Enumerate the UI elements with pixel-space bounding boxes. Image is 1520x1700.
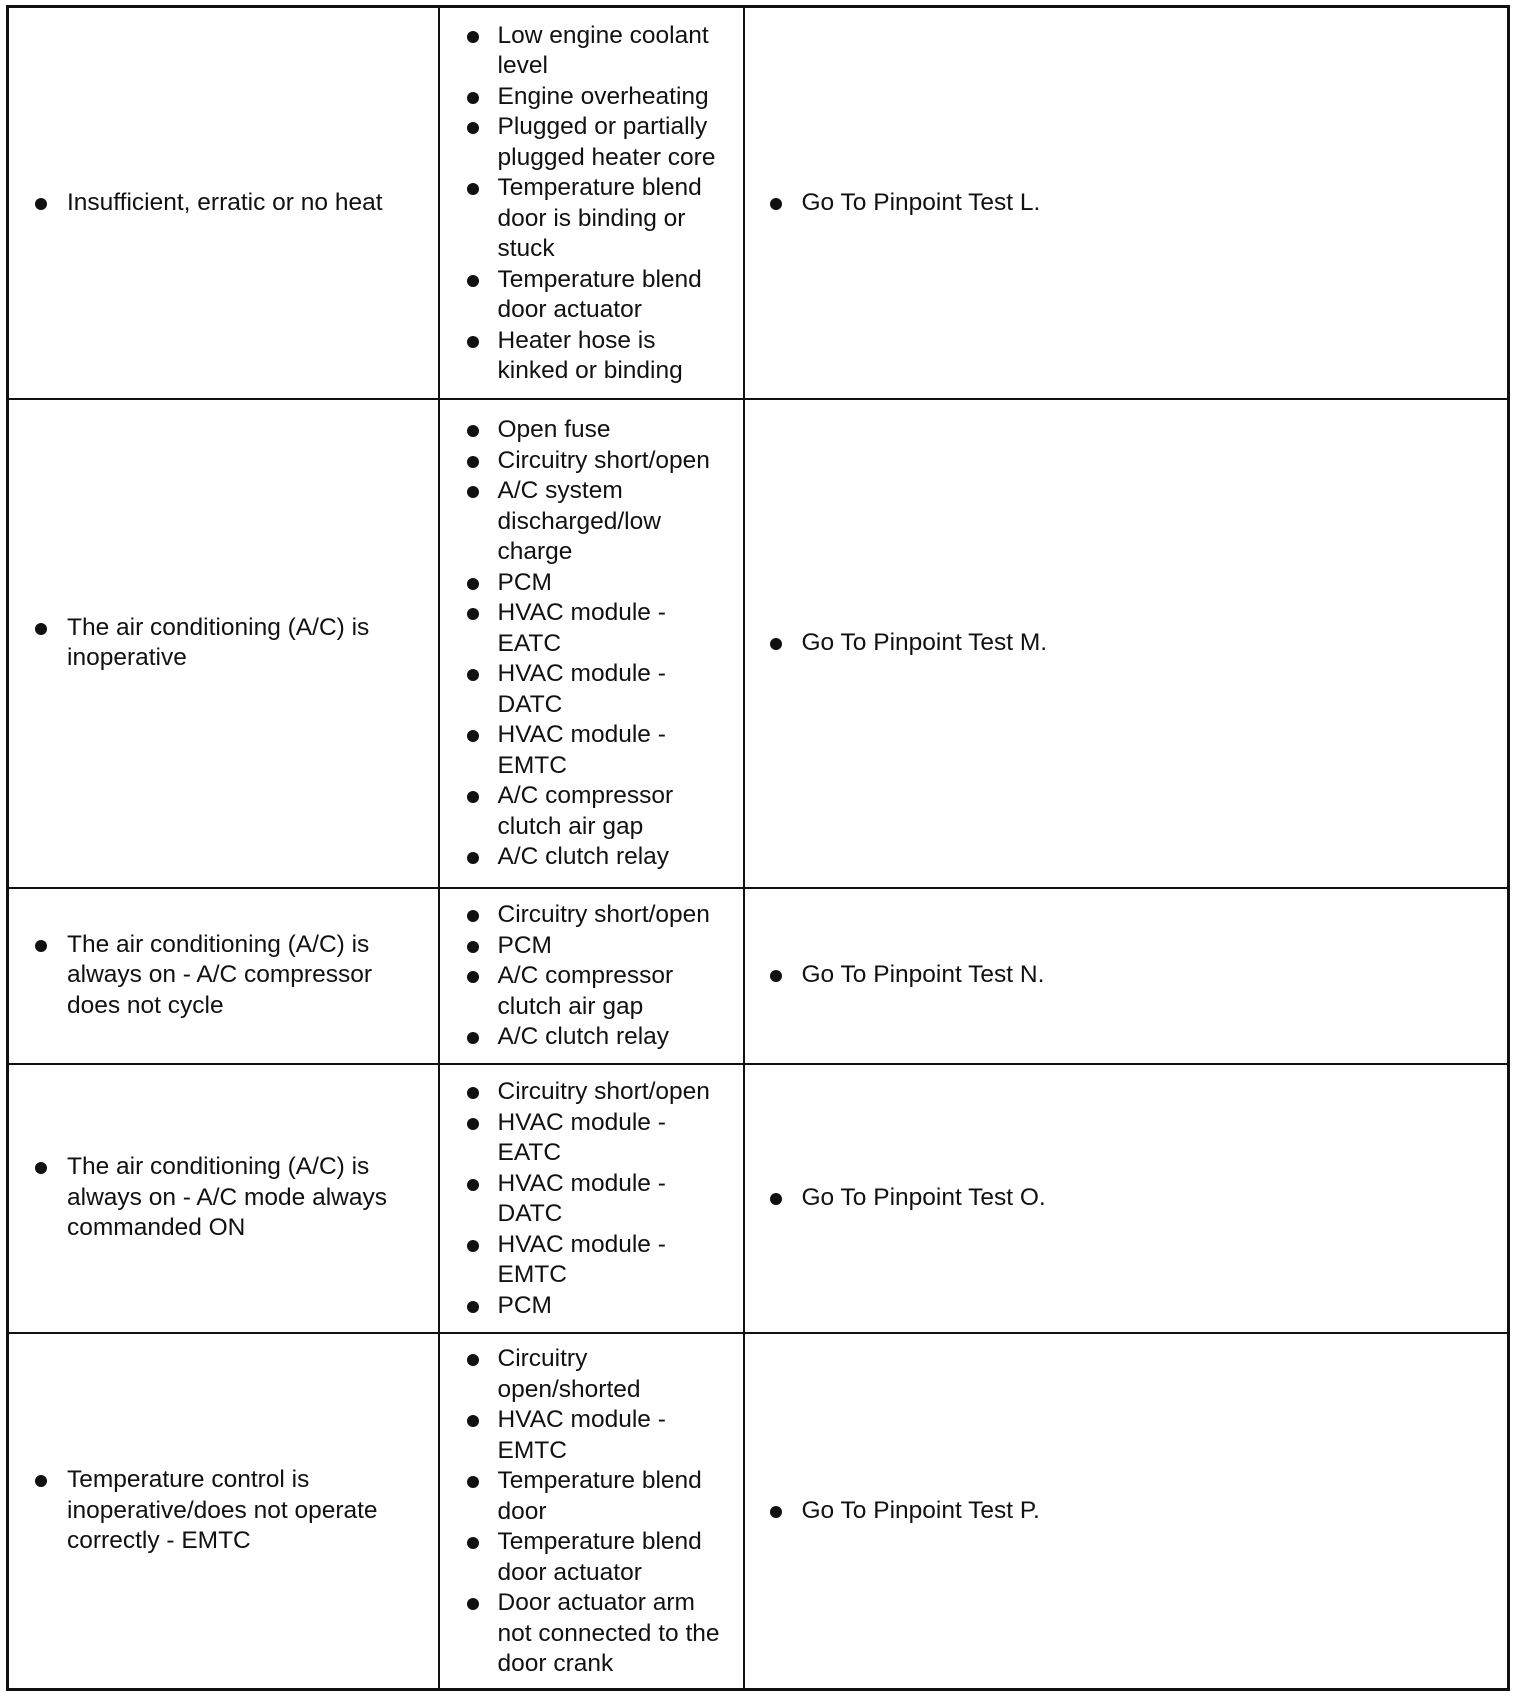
action-cell	[744, 1333, 1509, 1690]
cause-text: Circuitry short/open	[497, 1078, 710, 1105]
list-item	[440, 781, 743, 842]
symptom-text: The air conditioning (A/C) is always on - A/C compressor does not cycle	[67, 930, 372, 1019]
cause-text: HVAC module - EMTC	[497, 1406, 666, 1464]
cause-text: Temperature blend door actuator	[497, 265, 702, 324]
symptom-cell	[8, 1333, 439, 1690]
symptom-text: Insufficient, erratic or no heat	[67, 188, 383, 216]
bullet-icon	[467, 425, 479, 437]
bullet-icon	[467, 971, 479, 983]
cause-text: Engine overheating	[497, 82, 709, 110]
bullet-icon	[467, 1476, 479, 1488]
bullet-icon	[467, 1598, 479, 1610]
symptom-item	[9, 188, 438, 219]
bullet-icon	[467, 336, 479, 348]
bullet-icon	[35, 1475, 47, 1487]
list-item	[440, 1527, 743, 1588]
list-item	[440, 1169, 743, 1230]
cause-text: A/C clutch relay	[497, 843, 670, 871]
cause-text: HVAC module - EATC	[497, 1108, 666, 1166]
cause-text: A/C compressor clutch air gap	[497, 962, 674, 1020]
bullet-icon	[467, 852, 479, 864]
action-text: Go To Pinpoint Test N.	[801, 961, 1045, 989]
cause-text: Low engine coolant level	[497, 21, 709, 80]
possible-source-list	[440, 900, 743, 1053]
action-item	[745, 1496, 1508, 1527]
cause-text: Temperature blend door is binding or stuck	[497, 174, 702, 263]
cause-text: A/C clutch relay	[497, 1023, 670, 1051]
bullet-icon	[770, 1506, 782, 1518]
list-item	[440, 82, 743, 113]
cause-text: HVAC module - EMTC	[497, 721, 666, 779]
possible-source-list	[440, 415, 743, 873]
action-item	[745, 960, 1508, 991]
possible-source-list	[440, 1077, 743, 1321]
bullet-icon	[467, 941, 479, 953]
cause-text: HVAC module - DATC	[497, 1169, 666, 1227]
list-item	[440, 1344, 743, 1405]
list-item	[440, 900, 743, 931]
cause-text: HVAC module - EATC	[497, 599, 666, 657]
list-item	[440, 598, 743, 659]
list-item	[440, 265, 743, 326]
bullet-icon	[467, 275, 479, 287]
bullet-icon	[467, 791, 479, 803]
bullet-icon	[35, 623, 47, 635]
action-item	[745, 628, 1508, 659]
bullet-icon	[770, 970, 782, 982]
list-item	[440, 659, 743, 720]
possible-source-list	[440, 21, 743, 387]
symptom-item	[9, 1465, 438, 1557]
bullet-icon	[467, 669, 479, 681]
bullet-icon	[770, 198, 782, 210]
list-item	[440, 961, 743, 1022]
cause-text: HVAC module - DATC	[497, 660, 666, 718]
action-cell	[744, 888, 1509, 1064]
bullet-icon	[35, 1162, 47, 1174]
bullet-icon	[467, 730, 479, 742]
cause-text: Temperature blend door actuator	[497, 1528, 702, 1586]
list-item	[440, 1230, 743, 1291]
bullet-icon	[467, 486, 479, 498]
table-row	[8, 1064, 1509, 1333]
action-item	[745, 188, 1508, 219]
symptom-cell	[8, 1064, 439, 1333]
bullet-icon	[467, 183, 479, 195]
cause-text: PCM	[497, 931, 552, 959]
possible-source-cell	[439, 1064, 744, 1333]
action-item	[745, 1183, 1508, 1214]
bullet-icon	[467, 456, 479, 468]
table-row	[8, 399, 1509, 888]
list-item	[440, 476, 743, 568]
list-item	[440, 931, 743, 962]
list-item	[440, 173, 743, 265]
symptom-item	[9, 930, 438, 1022]
bullet-icon	[467, 1537, 479, 1549]
bullet-icon	[467, 608, 479, 620]
list-item	[440, 568, 743, 599]
action-text: Go To Pinpoint Test L.	[801, 188, 1041, 216]
bullet-icon	[770, 638, 782, 650]
possible-source-cell	[439, 7, 744, 399]
cause-text: Plugged or partially plugged heater core	[497, 113, 716, 171]
action-text: Go To Pinpoint Test P.	[801, 1496, 1040, 1524]
list-item	[440, 842, 743, 873]
symptom-item	[9, 613, 438, 674]
symptom-text: Temperature control is inoperative/does not operate correctly - EMTC	[67, 1466, 378, 1554]
list-item	[440, 21, 743, 82]
table-row	[8, 7, 1509, 399]
bullet-icon	[467, 1301, 479, 1313]
symptom-cell	[8, 888, 439, 1064]
possible-source-list	[440, 1344, 743, 1680]
list-item	[440, 720, 743, 781]
bullet-icon	[35, 198, 47, 210]
list-item	[440, 1291, 743, 1322]
list-item	[440, 1405, 743, 1466]
symptom-chart-table	[6, 5, 1510, 1691]
symptom-text: The air conditioning (A/C) is always on - A/C mode always commanded ON	[67, 1153, 387, 1242]
cause-text: Open fuse	[497, 416, 611, 444]
action-cell	[744, 1064, 1509, 1333]
cause-text: Door actuator arm not connected to the door crank	[497, 1589, 720, 1677]
bullet-icon	[467, 1240, 479, 1252]
cause-text: Circuitry short/open	[497, 901, 710, 929]
possible-source-cell	[439, 399, 744, 888]
cause-text: PCM	[497, 1291, 552, 1319]
bullet-icon	[467, 1179, 479, 1191]
bullet-icon	[467, 1087, 479, 1099]
cause-text: A/C compressor clutch air gap	[497, 782, 674, 840]
symptom-cell	[8, 7, 439, 399]
bullet-icon	[770, 1193, 782, 1205]
possible-source-cell	[439, 1333, 744, 1690]
cause-text: Heater hose is kinked or binding	[497, 326, 683, 385]
bullet-icon	[467, 31, 479, 43]
action-cell	[744, 399, 1509, 888]
bullet-icon	[467, 1415, 479, 1427]
list-item	[440, 446, 743, 477]
action-text: Go To Pinpoint Test M.	[801, 628, 1048, 656]
cause-text: HVAC module - EMTC	[497, 1230, 666, 1288]
bullet-icon	[35, 940, 47, 952]
list-item	[440, 415, 743, 446]
list-item	[440, 1022, 743, 1053]
cause-text: PCM	[497, 568, 552, 596]
list-item	[440, 1077, 743, 1108]
bullet-icon	[467, 910, 479, 922]
list-item	[440, 326, 743, 387]
bullet-icon	[467, 1032, 479, 1044]
action-cell	[744, 7, 1509, 399]
table-body	[8, 7, 1509, 1690]
cause-text: Temperature blend door	[497, 1467, 702, 1525]
symptom-cell	[8, 399, 439, 888]
action-text: Go To Pinpoint Test O.	[801, 1183, 1046, 1211]
cause-text: Circuitry short/open	[497, 446, 710, 474]
bullet-icon	[467, 1118, 479, 1130]
symptom-text: The air conditioning (A/C) is inoperative	[67, 613, 370, 671]
list-item	[440, 1108, 743, 1169]
table-row	[8, 888, 1509, 1064]
list-item	[440, 112, 743, 173]
symptom-item	[9, 1152, 438, 1244]
bullet-icon	[467, 578, 479, 590]
cause-text: Circuitry open/shorted	[497, 1345, 641, 1403]
bullet-icon	[467, 122, 479, 134]
bullet-icon	[467, 1354, 479, 1366]
table-row	[8, 1333, 1509, 1690]
cause-text: A/C system discharged/low charge	[497, 477, 661, 566]
bullet-icon	[467, 92, 479, 104]
list-item	[440, 1466, 743, 1527]
possible-source-cell	[439, 888, 744, 1064]
list-item	[440, 1588, 743, 1680]
